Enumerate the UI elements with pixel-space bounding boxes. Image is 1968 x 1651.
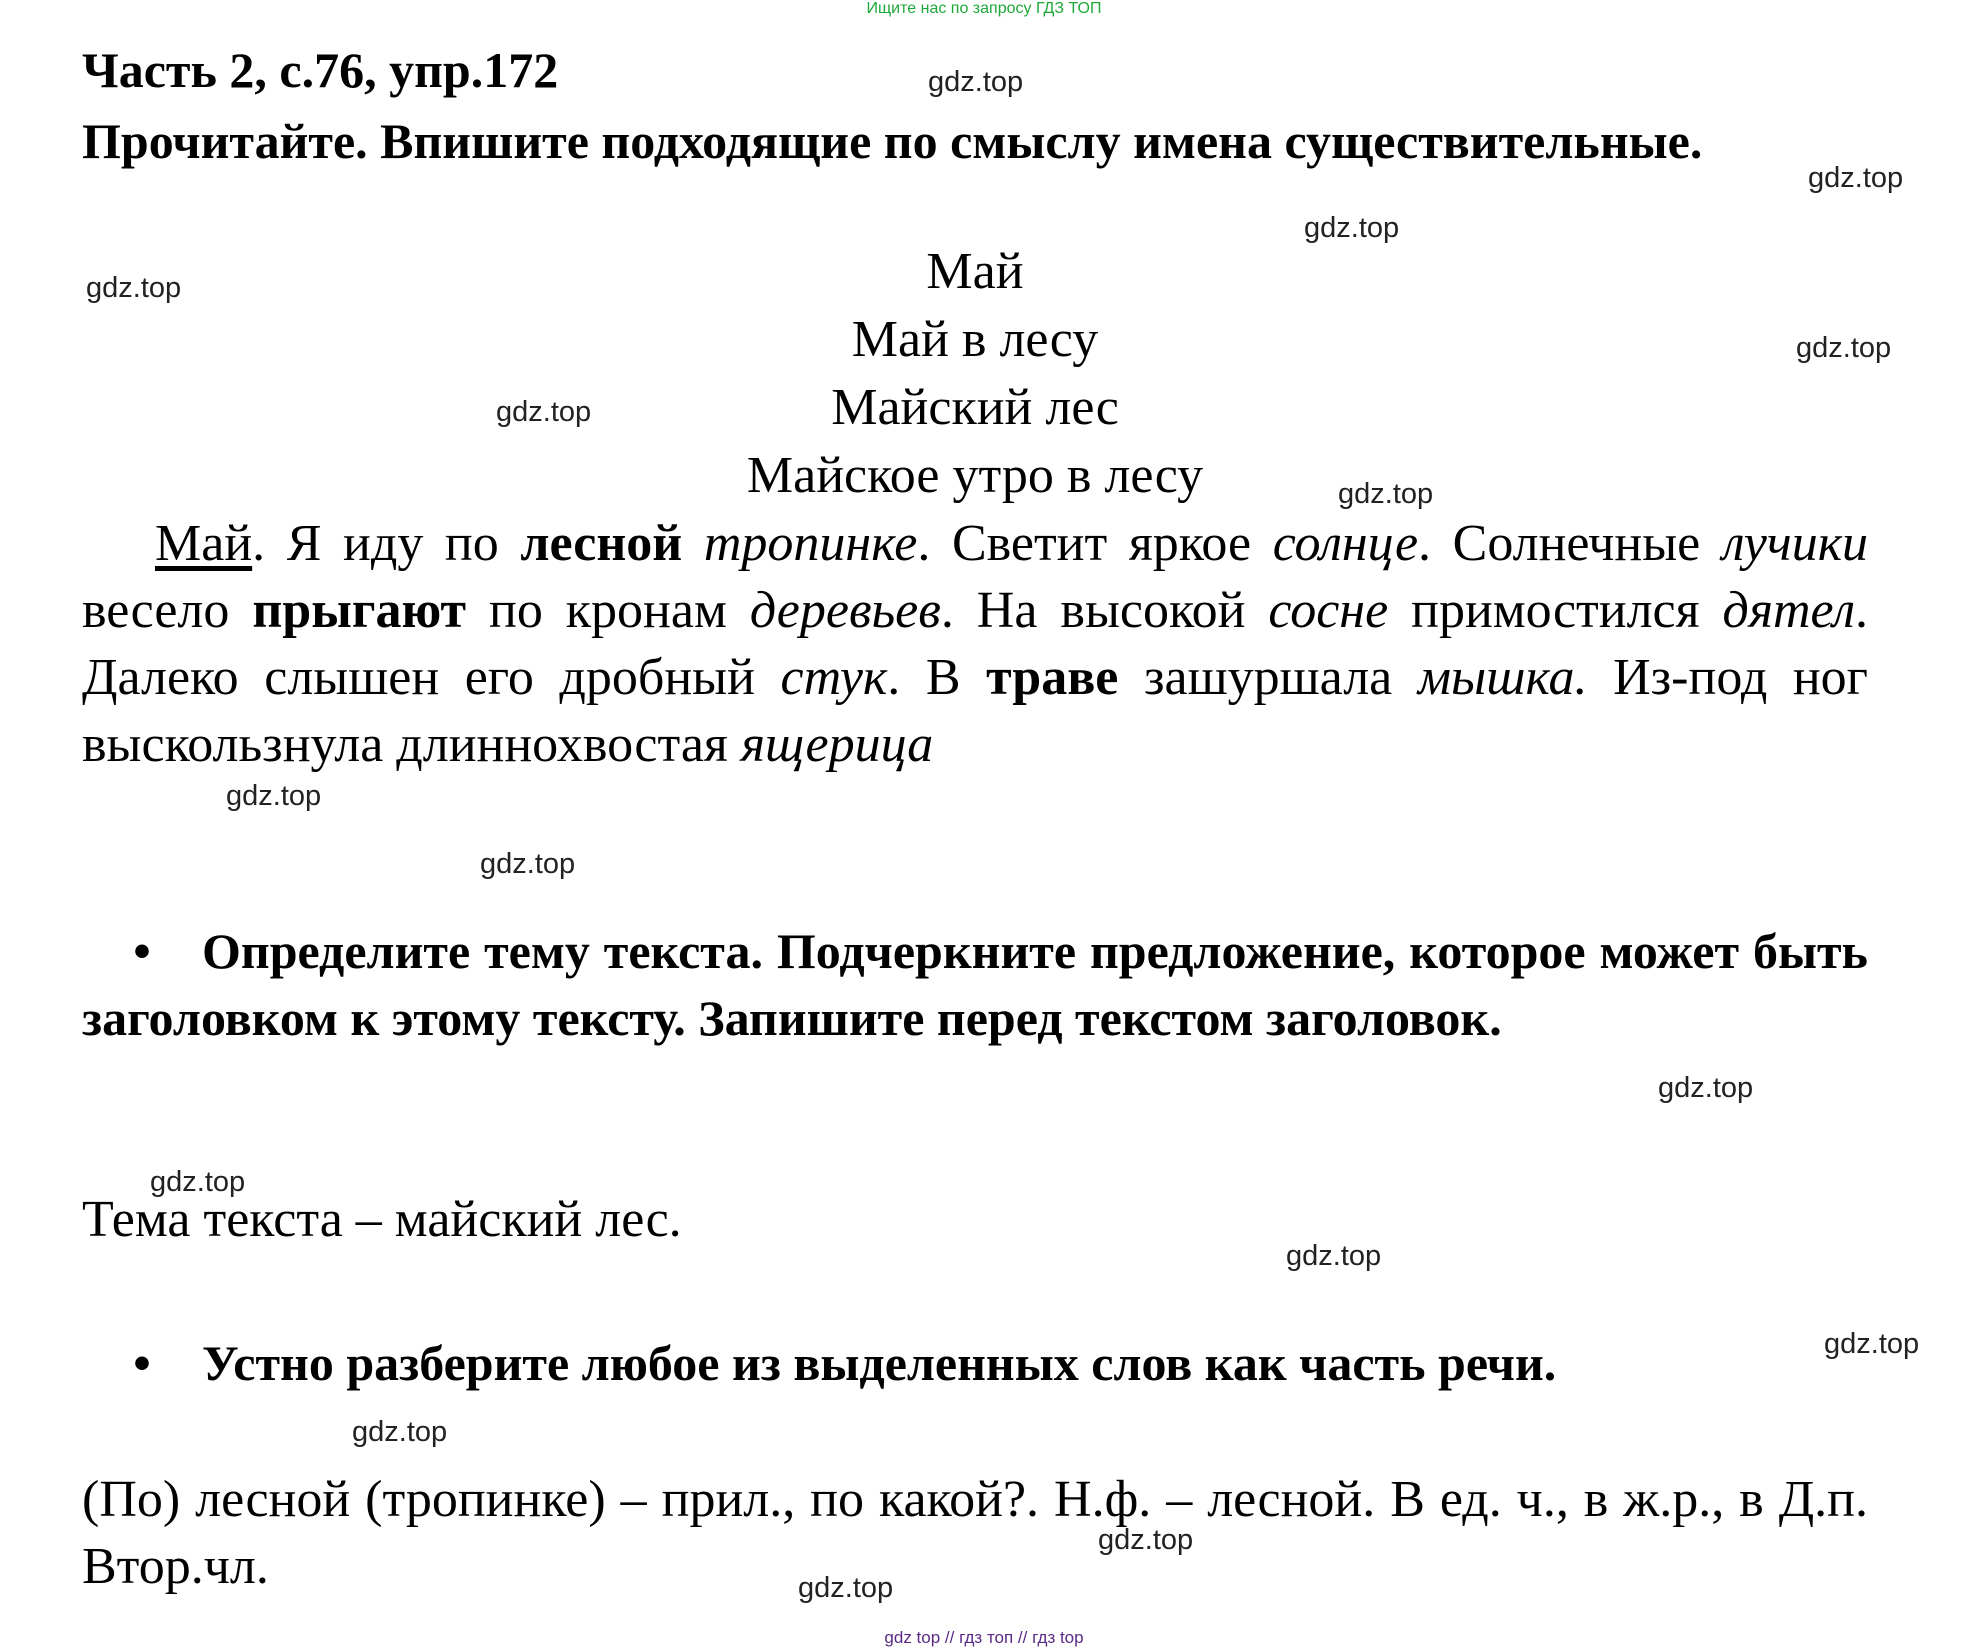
answer-2: (По) лесной (тропинке) – прил., по какой?. Н.ф. – лесной. В ед. ч., в ж.р., в Д.п. Втор.чл. — [82, 1471, 1868, 1595]
bullet-task-1: • Определите тему текста. Подчеркните предложение, которое может быть заголовком к этому тексту. Запишите перед текстом заголовок. — [82, 918, 1868, 1052]
watermark: gdz.top — [226, 780, 322, 812]
top-promo-note: Ищите нас по запросу ГДЗ ТОП — [866, 0, 1102, 17]
title-option-2: Май в лесу — [851, 311, 1099, 368]
watermark: gdz.top — [1808, 162, 1904, 194]
highlighted-word: траве — [986, 649, 1119, 706]
watermark: gdz.top — [496, 396, 592, 428]
story-paragraph: Май. Я иду по лесной тропинке. Светит яркое солнце. Солнечные лучики весело прыгают по кронам деревьев. На высокой сосне примостился дятел. Далеко слышен его дробный стук. В траве зашуршала мышка. Из-под ног выскользнула длиннохвостая ящерица — [82, 515, 1869, 773]
watermark: gdz.top — [1658, 1072, 1754, 1104]
title-option-1: Май — [926, 243, 1024, 300]
answer-1: Тема текста – майский лес. — [82, 1191, 682, 1248]
title-option-3: Майский лес — [831, 379, 1119, 436]
page-heading: Часть 2, с.76, упр.172 — [82, 42, 559, 98]
watermark: gdz.top — [86, 272, 182, 304]
watermark: gdz.top — [480, 848, 576, 880]
watermark: gdz.top — [1796, 332, 1892, 364]
watermark: gdz.top — [1286, 1240, 1382, 1272]
title-option-4: Майское утро в лесу — [746, 447, 1204, 504]
footer-links: gdz top // гдз топ // гдз top — [884, 1628, 1084, 1647]
underlined-title-word: Май — [155, 515, 253, 572]
watermark: gdz.top — [352, 1416, 448, 1448]
bullet-icon: • — [133, 923, 151, 979]
watermark: gdz.top — [150, 1166, 246, 1198]
watermark: gdz.top — [798, 1572, 894, 1604]
watermark: gdz.top — [928, 66, 1024, 98]
bullet-task-2: • Устно разберите любое из выделенных слов как часть речи. — [82, 1330, 1868, 1397]
watermark: gdz.top — [1824, 1328, 1920, 1360]
highlighted-word: лесной — [520, 515, 683, 572]
task-instruction: Прочитайте. Впишите подходящие по смыслу имена существительные. — [82, 113, 1703, 169]
watermark: gdz.top — [1304, 212, 1400, 244]
highlighted-word: прыгают — [252, 582, 467, 639]
watermark: gdz.top — [1338, 478, 1434, 510]
bullet-icon: • — [133, 1335, 151, 1391]
watermark: gdz.top — [1098, 1524, 1194, 1556]
